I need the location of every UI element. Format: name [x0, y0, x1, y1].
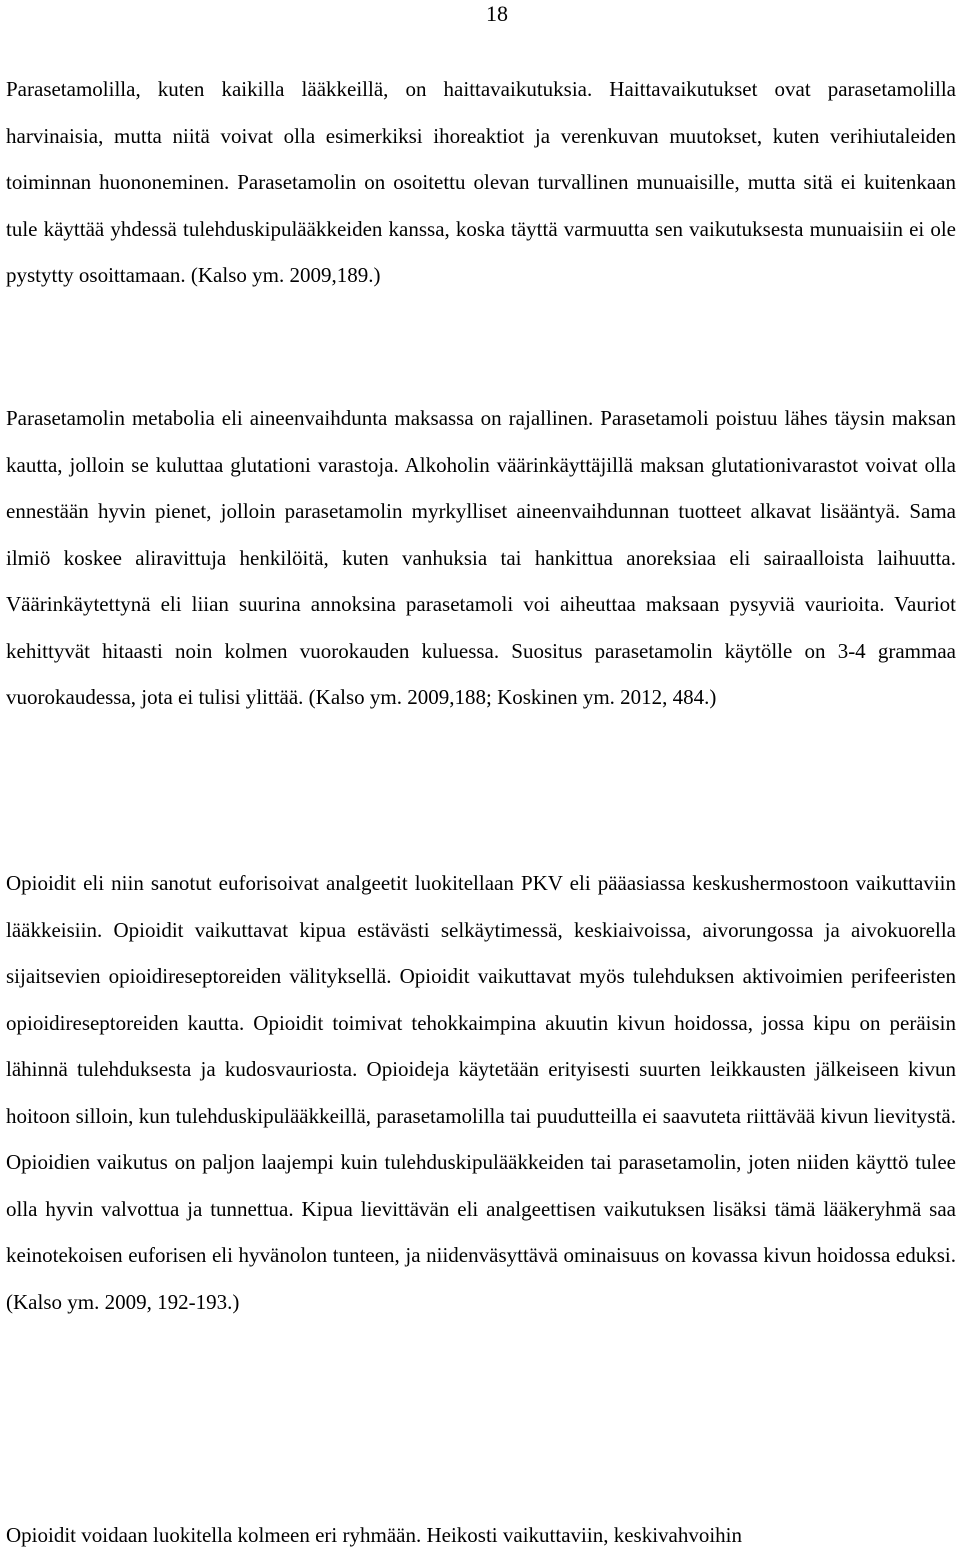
paragraph-paracetamol-metabolism: Parasetamolin metabolia eli aineenvaihdunta maksassa on rajallinen. Parasetamoli poistuu lähes täysin maksan kautta, jolloin se kuluttaa glutationi varastoja. Alkoholin väärinkäyttäjillä maksan glutationivarastot voivat olla ennestään hyvin pienet, jolloin parasetamolin myrkylliset aineenvaihdunnan tuotteet alkavat lisääntyä. Sama ilmiö koskee aliravittuja henkilöitä, kuten vanhuksia tai hankittua anoreksiaa eli sairaalloista laihuutta. Väärinkäytettynä eli liian suurina annoksina parasetamoli voi aiheuttaa maksaan pysyviä vaurioita. Vauriot kehittyvät hitaasti noin kolmen vuorokauden kuluessa. Suositus parasetamolin käytölle on 3-4 grammaa vuorokaudessa, jota ei tulisi ylittää. (Kalso ym. 2009,188; Koskinen ym. 2012, 484.) [6, 406, 956, 709]
page-number: 18 [486, 1, 508, 26]
paragraph-opioid-classification: Opioidit voidaan luokitella kolmeen eri ryhmään. Heikosti vaikuttaviin, keskivahvoihin [6, 1523, 743, 1547]
paragraph-paracetamol-side-effects: Parasetamolilla, kuten kaikilla lääkkeillä, on haittavaikutuksia. Haittavaikutukset ovat parasetamolilla harvinaisia, mutta niitä voivat olla esimerkiksi ihoreaktiot ja verenkuvan muutokset, kuten verihiutaleiden toiminnan huononeminen. Parasetamolin on osoitettu olevan turvallinen munuaisille, mutta sitä ei kuitenkaan tule käyttää yhdessä tulehduskipulääkkeiden kanssa, koska täyttä varmuutta sen vaikutuksesta munuaisiin ei ole pystytty osoittamaan. (Kalso ym. 2009,189.) [6, 77, 956, 287]
paragraph-opioids: Opioidit eli niin sanotut euforisoivat analgeetit luokitellaan PKV eli pääasiassa keskushermostoon vaikuttaviin lääkkeisiin. Opioidit vaikuttavat kipua estävästi selkäytimessä, keskiaivoissa, aivorungossa ja aivokuorella sijaitsevien opioidireseptoreiden välityksellä. Opioidit vaikuttavat myös tulehduksen aktivoimien perifeeristen opioidireseptoreiden kautta. Opioidit toimivat tehokkaimpina akuutin kivun hoidossa, jossa kipu on peräisin lähinnä tulehduksesta ja kudosvauriosta. Opioideja käytetään erityisesti suurten leikkausten jälkeiseen kivun hoitoon silloin, kun tulehduskipulääkkeillä, parasetamolilla tai puudutteilla ei saavuteta riittävää kivun lievitystä. Opioidien vaikutus on paljon laajempi kuin tulehduskipulääkkeiden tai parasetamolin, joten niiden käyttö tulee olla hyvin valvottua ja tunnettua. Kipua lievittävän eli analgeettisen vaikutuksen lisäksi tämä lääkeryhmä saa keinotekoisen euforisen eli hyvänolon tunteen, ja niidenväsyttävä ominaisuus on kovassa kivun hoidossa eduksi. (Kalso ym. 2009, 192-193.) [6, 871, 956, 1314]
